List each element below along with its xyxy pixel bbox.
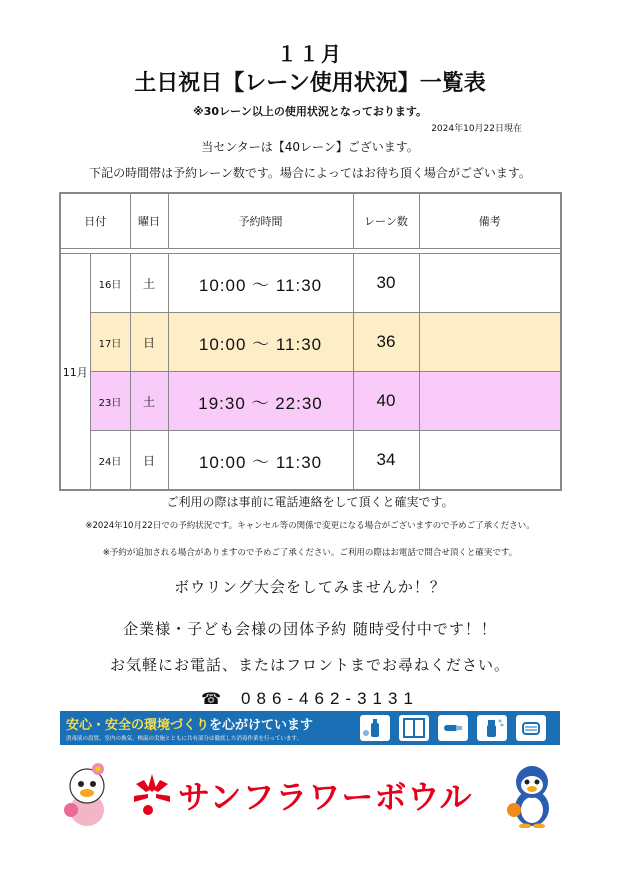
reservation-note: 下記の時間帯は予約レーン数です。場合によってはお待ち頂く場合がございます。 (89, 166, 531, 180)
table-header-row (60, 193, 561, 249)
remarks-cell (419, 313, 561, 372)
header-date: 日付 (60, 193, 130, 249)
brand-footer (60, 760, 560, 830)
lanes-cell: 30 (353, 254, 419, 313)
mascot-girl-image (60, 760, 115, 828)
lane-usage-note: ※30レーン以上の使用状況となっております。 (193, 105, 427, 118)
banner-headline (66, 714, 313, 733)
phone-number[interactable]: 086-462-3131 (241, 689, 419, 708)
remarks-cell (419, 254, 561, 313)
month-cell: 11月 (60, 254, 90, 491)
banner-headline-emphasis: 安心・安全の環境づくり (66, 718, 210, 733)
page-title: 土日祝日【レーン使用状況】一覧表 (134, 71, 486, 96)
mascot-penguin-image (505, 760, 560, 828)
lane-schedule-table (59, 192, 562, 491)
lanes-cell: 34 (353, 431, 419, 491)
time-cell: 10:00 ～ 11:30 (168, 254, 353, 313)
mask-icon (516, 715, 546, 741)
lanes-cell: 36 (353, 313, 419, 372)
thermometer-icon (438, 715, 468, 741)
promo-contact: お気軽にお電話、またはフロントまでお尋ねください。 (109, 656, 510, 674)
dow-cell: 土 (130, 254, 168, 313)
promo-group-booking: 企業様・子ども会様の団体予約 随時受付中です！！ (123, 620, 497, 638)
confirm-note: ご利用の際は事前に電話連絡をして頂くと確実です。 (166, 495, 454, 509)
phone-row (0, 689, 620, 709)
header-dow: 曜日 (130, 193, 168, 249)
safety-banner (60, 711, 560, 745)
dow-cell: 日 (130, 313, 168, 372)
dow-cell: 日 (130, 431, 168, 491)
header-remarks: 備考 (419, 193, 561, 249)
table-row (60, 254, 561, 313)
center-info: 当センターは【40レーン】ございます。 (201, 140, 419, 154)
remarks-cell (419, 372, 561, 431)
month-title: １１月 (277, 42, 343, 66)
as-of-date: 2024年10月22日現在 (431, 124, 522, 134)
time-cell: 10:00 ～ 11:30 (168, 431, 353, 491)
banner-subtext: 消毒液の設置、室内の換気、検温の実施とともに共有部分は徹底した消毒作業を行っています。 (66, 736, 303, 742)
lanes-cell: 40 (353, 372, 419, 431)
telephone-icon: ☎ (201, 691, 222, 708)
day-cell: 24日 (90, 431, 130, 491)
status-note: ※2024年10月22日での予約状況です。キャンセル等の関係で変更になる場合がございますので予めご了承ください。 (85, 521, 535, 531)
table-row (60, 372, 561, 431)
banner-headline-rest: を心がけています (209, 718, 314, 733)
table-row (60, 313, 561, 372)
promo-tournament: ボウリング大会をしてみませんか！？ (174, 578, 446, 596)
day-cell: 16日 (90, 254, 130, 313)
sanitizer-icon (360, 715, 390, 741)
ventilation-icon (399, 715, 429, 741)
header-lanes: レーン数 (353, 193, 419, 249)
remarks-cell (419, 431, 561, 491)
addition-note: ※予約が追加される場合がありますので予めご了承ください。ご利用の際はお電話で問合せ頂くと確実です。 (102, 548, 518, 558)
day-cell: 23日 (90, 372, 130, 431)
time-cell: 10:00 ～ 11:30 (168, 313, 353, 372)
day-cell: 17日 (90, 313, 130, 372)
time-cell: 19:30 ～ 22:30 (168, 372, 353, 431)
table-row (60, 431, 561, 491)
dow-cell: 土 (130, 372, 168, 431)
header-time: 予約時間 (168, 193, 353, 249)
brand-name: サンフラワーボウル (178, 778, 473, 816)
sunflower-logo-mark (128, 770, 176, 818)
spray-icon (477, 715, 507, 741)
